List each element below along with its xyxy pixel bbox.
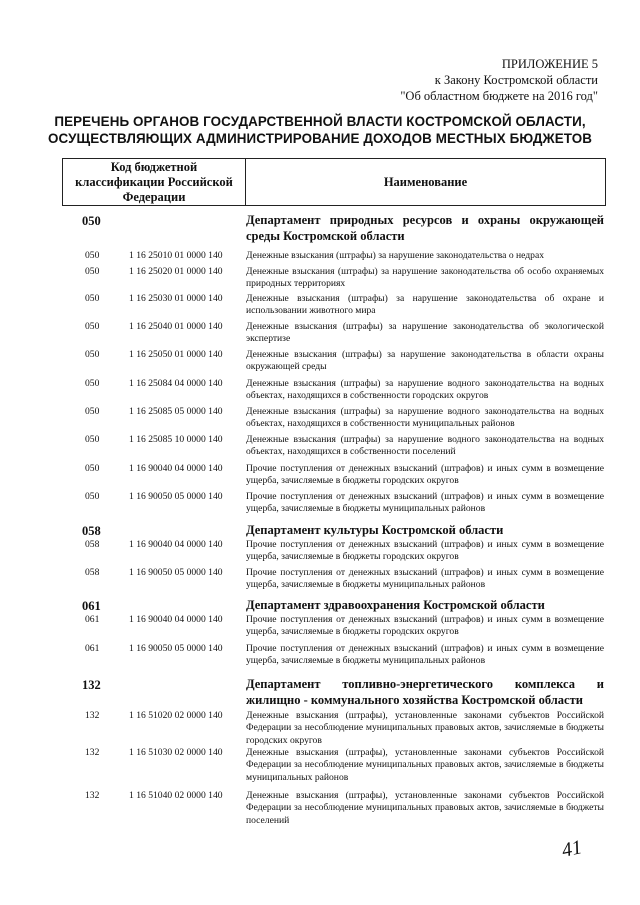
row-budget-code: 1 16 51040 02 0000 140 xyxy=(129,790,223,801)
row-admin-code: 058 xyxy=(85,567,100,578)
row-budget-code: 1 16 25085 10 0000 140 xyxy=(129,434,223,445)
row-name: Прочие поступления от денежных взысканий (штрафов) и иных сумм в возмещение ущерба, зачисляемые в бюджеты городских округов xyxy=(246,463,604,487)
row-admin-code: 050 xyxy=(85,434,100,445)
row-name: Денежные взыскания (штрафы) за нарушение законодательства о недрах xyxy=(246,250,545,261)
header-name-column: Наименование xyxy=(246,159,606,206)
row-admin-code: 050 xyxy=(85,250,100,261)
header-code-column: Код бюджетной классификации Российской Федерации xyxy=(63,159,246,206)
section-department-title: Департамент культуры Костромской области xyxy=(246,523,504,537)
row-admin-code: 061 xyxy=(85,614,100,625)
row-name: Денежные взыскания (штрафы), установленные законами субъектов Российской Федерации за несоблюдение муниципальных правовых актов, зачисляемые в бюджеты поселений xyxy=(246,790,604,826)
row-admin-code: 132 xyxy=(85,747,100,758)
row-name: Денежные взыскания (штрафы) за нарушение водного законодательства на водных объектах, находящихся в собственности поселений xyxy=(246,434,604,458)
row-budget-code: 1 16 25084 04 0000 140 xyxy=(129,378,223,389)
row-budget-code: 1 16 51020 02 0000 140 xyxy=(129,710,223,721)
row-admin-code: 061 xyxy=(85,643,100,654)
row-budget-code: 1 16 90040 04 0000 140 xyxy=(129,463,223,474)
row-admin-code: 050 xyxy=(85,349,100,360)
row-budget-code: 1 16 90050 05 0000 140 xyxy=(129,491,223,502)
row-name: Прочие поступления от денежных взысканий (штрафов) и иных сумм в возмещение ущерба, зачисляемые в бюджеты муниципальных районов xyxy=(246,491,604,515)
row-name: Прочие поступления от денежных взысканий (штрафов) и иных сумм в возмещение ущерба, зачисляемые в бюджеты муниципальных районов xyxy=(246,567,604,591)
row-budget-code: 1 16 25085 05 0000 140 xyxy=(129,406,223,417)
row-budget-code: 1 16 25020 01 0000 140 xyxy=(129,266,223,277)
title-line-2: ОСУЩЕСТВЛЯЮЩИХ АДМИНИСТРИРОВАНИЕ ДОХОДОВ МЕСТНЫХ БЮДЖЕТОВ xyxy=(47,131,593,146)
row-name: Денежные взыскания (штрафы), установленные законами субъектов Российской Федерации за несоблюдение муниципальных правовых актов, зачисляемые в бюджеты городских округов xyxy=(246,710,604,746)
row-name: Денежные взыскания (штрафы) за нарушение законодательства в области охраны окружающей среды xyxy=(246,349,604,373)
row-admin-code: 050 xyxy=(85,491,100,502)
section-admin-code: 050 xyxy=(82,214,101,228)
appendix-line-2: к Закону Костромской области xyxy=(434,73,598,87)
section-admin-code: 058 xyxy=(82,524,101,538)
section-admin-code: 132 xyxy=(82,678,101,692)
section-department-title: Департамент природных ресурсов и охраны окружающей среды Костромской области xyxy=(246,213,604,243)
row-budget-code: 1 16 25040 01 0000 140 xyxy=(129,321,223,332)
section-department-title: Департамент здравоохранения Костромской области xyxy=(246,598,545,612)
row-admin-code: 058 xyxy=(85,539,100,550)
row-name: Денежные взыскания (штрафы) за нарушение законодательства об особо охраняемых природных территориях xyxy=(246,266,604,290)
row-admin-code: 050 xyxy=(85,293,100,304)
row-budget-code: 1 16 25050 01 0000 140 xyxy=(129,349,223,360)
row-name: Прочие поступления от денежных взысканий (штрафов) и иных сумм в возмещение ущерба, зачисляемые в бюджеты городских округов xyxy=(246,614,604,638)
appendix-line-1: ПРИЛОЖЕНИЕ 5 xyxy=(501,57,598,71)
page-number-handwritten: 41 xyxy=(559,836,584,862)
row-budget-code: 1 16 90050 05 0000 140 xyxy=(129,567,223,578)
row-name: Денежные взыскания (штрафы) за нарушение законодательства об экологической экспертизе xyxy=(246,321,604,345)
row-budget-code: 1 16 51030 02 0000 140 xyxy=(129,747,223,758)
row-name: Прочие поступления от денежных взысканий (штрафов) и иных сумм в возмещение ущерба, зачисляемые в бюджеты городских округов xyxy=(246,539,604,563)
row-admin-code: 050 xyxy=(85,321,100,332)
appendix-line-3: "Об областном бюджете на 2016 год" xyxy=(400,89,598,103)
row-admin-code: 132 xyxy=(85,710,100,721)
row-admin-code: 050 xyxy=(85,266,100,277)
row-admin-code: 132 xyxy=(85,790,100,801)
row-budget-code: 1 16 25030 01 0000 140 xyxy=(129,293,223,304)
row-admin-code: 050 xyxy=(85,378,100,389)
row-budget-code: 1 16 25010 01 0000 140 xyxy=(129,250,223,261)
row-budget-code: 1 16 90040 04 0000 140 xyxy=(129,614,223,625)
section-department-title: Департамент топливно-энергетического комплекса и жилищно - коммунального хозяйства Костромской области xyxy=(246,677,604,707)
row-name: Денежные взыскания (штрафы) за нарушение законодательства об охране и использовании животного мира xyxy=(246,293,604,317)
section-admin-code: 061 xyxy=(82,599,101,613)
row-admin-code: 050 xyxy=(85,406,100,417)
row-admin-code: 050 xyxy=(85,463,100,474)
title-line-1: ПЕРЕЧЕНЬ ОРГАНОВ ГОСУДАРСТВЕННОЙ ВЛАСТИ КОСТРОМСКОЙ ОБЛАСТИ, xyxy=(54,114,586,129)
row-budget-code: 1 16 90050 05 0000 140 xyxy=(129,643,223,654)
row-name: Денежные взыскания (штрафы), установленные законами субъектов Российской Федерации за несоблюдение муниципальных правовых актов, зачисляемые в бюджеты муниципальных районов xyxy=(246,747,604,783)
row-name: Денежные взыскания (штрафы) за нарушение водного законодательства на водных объектах, находящихся в собственности городских округов xyxy=(246,378,604,402)
row-name: Денежные взыскания (штрафы) за нарушение водного законодательства на водных объектах, находящихся в собственности муниципальных районов xyxy=(246,406,604,430)
row-budget-code: 1 16 90040 04 0000 140 xyxy=(129,539,223,550)
row-name: Прочие поступления от денежных взысканий (штрафов) и иных сумм в возмещение ущерба, зачисляемые в бюджеты муниципальных районов xyxy=(246,643,604,667)
